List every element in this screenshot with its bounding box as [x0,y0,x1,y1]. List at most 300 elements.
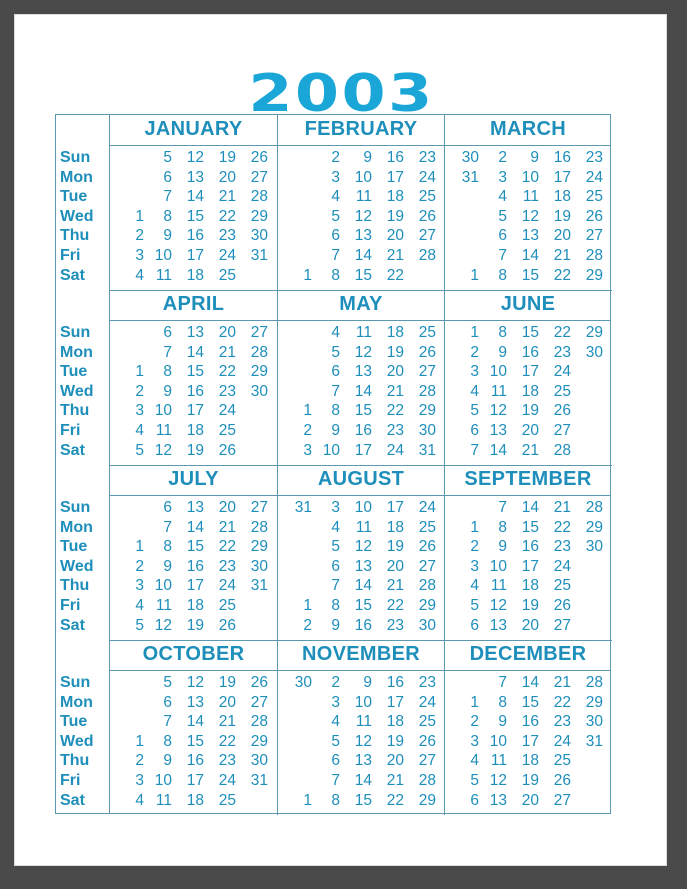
date-cell: 13 [186,324,204,341]
day-name-wed: Wed [60,557,94,575]
month-name: JANUARY [144,118,243,140]
date-cell: 6 [163,324,172,341]
date-cell: 6 [470,791,479,809]
date-cell: 18 [186,266,204,284]
date-cell: 19 [521,402,539,420]
date-cell: 23 [386,422,404,439]
date-cell: 5 [331,343,340,361]
date-cell: 3 [303,441,312,459]
date-cell: 28 [585,247,603,264]
date-cell: 20 [386,363,404,381]
day-name-thu: Thu [60,577,90,595]
date-cell: 15 [186,207,204,225]
date-cell: 10 [154,772,172,789]
month-october [110,640,277,815]
date-cell: 31 [418,441,436,459]
date-cell: 21 [218,343,236,361]
date-cell: 26 [553,597,571,614]
date-cell: 5 [470,772,479,789]
date-cell: 19 [186,441,204,459]
month-name: FEBRUARY [304,118,418,140]
date-cell: 10 [154,247,172,264]
date-cell: 1 [303,597,312,614]
date-cell: 30 [585,343,603,361]
month-name: SEPTEMBER [464,468,592,490]
date-cell: 28 [250,518,268,536]
date-cell: 19 [386,538,404,556]
date-cell: 9 [498,538,507,556]
date-cell: 14 [521,499,539,516]
month-header-rule [445,145,611,146]
date-cell: 12 [354,732,372,750]
date-cell: 3 [331,168,340,186]
date-cell: 26 [418,538,436,556]
date-cell: 14 [354,382,372,400]
date-cell: 4 [470,752,479,770]
date-cell: 31 [250,772,268,789]
date-cell: 24 [553,557,571,575]
date-cell: 11 [490,752,507,770]
date-cell: 8 [163,363,172,381]
date-cell: 28 [585,674,603,691]
date-cell: 11 [355,713,372,731]
date-cell: 25 [218,266,236,284]
date-cell: 29 [250,732,268,750]
date-cell: 8 [163,732,172,750]
date-cell: 10 [354,693,372,711]
date-cell: 29 [250,207,268,225]
day-name-thu: Thu [60,402,90,420]
date-cell: 17 [386,499,404,516]
day-name-fri: Fri [60,422,81,439]
month-name: NOVEMBER [302,643,420,665]
date-cell: 22 [553,518,571,536]
date-cell: 17 [186,247,204,264]
date-cell: 30 [250,227,268,245]
date-cell: 7 [331,772,340,789]
month-header-rule [445,320,611,321]
date-cell: 16 [521,713,539,731]
date-cell: 5 [470,597,479,614]
date-cell: 2 [470,343,479,361]
date-cell: 26 [218,616,236,634]
date-cell: 17 [521,732,539,750]
date-cell: 15 [354,597,372,614]
date-cell: 24 [418,499,436,516]
date-cell: 5 [135,441,144,459]
date-cell: 30 [250,557,268,575]
date-cell: 14 [354,772,372,789]
date-cell: 1 [135,207,144,225]
date-cell: 4 [135,597,144,614]
date-cell: 20 [386,557,404,575]
date-cell: 22 [386,266,404,284]
date-cell: 18 [521,382,539,400]
day-name-thu: Thu [60,227,90,245]
date-cell: 7 [498,499,507,516]
date-cell: 18 [521,577,539,595]
date-cell: 29 [418,402,436,420]
date-cell: 13 [354,752,372,770]
date-cell: 10 [489,363,507,381]
date-cell: 16 [354,422,372,439]
date-cell: 29 [250,363,268,381]
date-cell: 6 [331,363,340,381]
date-cell: 27 [250,693,268,711]
date-cell: 30 [250,752,268,770]
date-cell: 24 [218,402,236,420]
date-cell: 23 [553,713,571,731]
date-cell: 28 [553,441,571,459]
date-cell: 17 [521,363,539,381]
month-header-rule [110,670,277,671]
date-cell: 25 [418,188,436,206]
date-cell: 18 [386,188,404,206]
date-cell: 12 [354,538,372,556]
date-cell: 19 [521,772,539,789]
date-cell: 29 [585,518,603,536]
date-cell: 19 [186,616,204,634]
date-cell: 13 [489,616,507,634]
date-cell: 8 [331,266,340,284]
date-cell: 4 [135,791,144,809]
date-cell: 27 [418,227,436,245]
date-cell: 4 [135,266,144,284]
date-cell: 7 [163,188,172,206]
date-cell: 24 [418,693,436,711]
date-cell: 11 [355,324,372,341]
date-cell: 23 [218,752,236,770]
date-cell: 26 [553,402,571,420]
date-cell: 1 [470,266,479,284]
day-name-tue: Tue [60,188,88,206]
date-cell: 2 [135,752,144,770]
date-cell: 9 [363,149,372,166]
date-cell: 25 [218,597,236,614]
date-cell: 21 [218,518,236,536]
month-header-rule [110,320,277,321]
day-name-fri: Fri [60,772,81,789]
date-cell: 20 [218,693,236,711]
date-cell: 17 [186,577,204,595]
date-cell: 31 [250,577,268,595]
day-name-wed: Wed [60,732,94,750]
date-cell: 23 [218,227,236,245]
month-january [110,115,277,290]
date-cell: 19 [521,597,539,614]
date-cell: 16 [186,382,204,400]
date-cell: 25 [218,791,236,809]
date-cell: 13 [186,499,204,516]
date-cell: 21 [218,188,236,206]
date-cell: 1 [303,402,312,420]
date-cell: 20 [218,168,236,186]
month-header-rule [110,495,277,496]
date-cell: 28 [418,577,436,595]
date-cell: 15 [521,324,539,341]
date-cell: 8 [498,693,507,711]
date-cell: 28 [585,499,603,516]
month-name: MAY [339,293,383,315]
date-cell: 1 [470,324,479,341]
date-cell: 17 [386,168,404,186]
date-cell: 27 [418,363,436,381]
date-cell: 1 [470,518,479,536]
day-name-sat: Sat [60,441,85,459]
date-cell: 12 [186,674,204,691]
month-june [444,290,611,465]
date-cell: 30 [418,616,436,634]
month-may [277,290,444,465]
month-august [277,465,444,640]
date-cell: 7 [331,382,340,400]
date-cell: 12 [489,402,507,420]
date-cell: 26 [250,674,268,691]
date-cell: 25 [418,518,436,536]
date-cell: 2 [135,227,144,245]
date-cell: 1 [135,732,144,750]
date-cell: 14 [186,188,204,206]
date-cell: 7 [163,713,172,731]
date-cell: 7 [331,577,340,595]
date-cell: 20 [553,227,571,245]
date-cell: 28 [418,247,436,264]
date-cell: 16 [186,227,204,245]
date-cell: 4 [331,713,340,731]
date-cell: 12 [354,207,372,225]
date-cell: 18 [186,597,204,614]
date-cell: 29 [418,597,436,614]
date-cell: 10 [489,732,507,750]
date-cell: 2 [470,538,479,556]
day-name-mon: Mon [60,518,93,536]
date-cell: 21 [386,772,404,789]
date-cell: 14 [186,518,204,536]
date-cell: 15 [521,693,539,711]
date-cell: 6 [163,499,172,516]
date-cell: 25 [418,713,436,731]
date-cell: 22 [218,732,236,750]
date-cell: 21 [386,382,404,400]
date-cell: 13 [186,168,204,186]
date-cell: 6 [498,227,507,245]
date-cell: 12 [354,343,372,361]
month-header-rule [278,670,444,671]
date-cell: 24 [386,441,404,459]
date-cell: 8 [163,207,172,225]
date-cell: 21 [386,577,404,595]
date-cell: 9 [331,422,340,439]
date-cell: 24 [553,363,571,381]
date-cell: 19 [386,343,404,361]
date-cell: 31 [294,499,312,516]
year-title: 2003 [248,64,435,124]
date-cell: 18 [186,791,204,809]
day-name-sat: Sat [60,616,85,634]
date-cell: 27 [250,168,268,186]
date-cell: 4 [331,518,340,536]
date-cell: 19 [553,207,571,225]
month-name: JUNE [500,293,556,315]
day-name-sun: Sun [60,674,91,691]
date-cell: 14 [186,343,204,361]
day-name-wed: Wed [60,382,94,400]
day-name-sat: Sat [60,791,85,809]
date-cell: 14 [489,441,507,459]
date-cell: 9 [363,674,372,691]
date-cell: 9 [163,752,172,770]
date-cell: 18 [386,324,404,341]
month-header-rule [445,670,611,671]
day-name-thu: Thu [60,752,90,770]
date-cell: 3 [470,363,479,381]
date-cell: 13 [521,227,539,245]
month-april [110,290,277,465]
date-cell: 14 [354,247,372,264]
date-cell: 2 [303,422,312,439]
date-cell: 5 [163,674,172,691]
month-name: JULY [168,468,219,490]
day-name-tue: Tue [60,713,88,731]
date-cell: 20 [218,324,236,341]
date-cell: 22 [553,693,571,711]
date-cell: 9 [498,713,507,731]
date-cell: 9 [331,616,340,634]
date-cell: 21 [521,441,539,459]
date-cell: 17 [186,402,204,420]
date-cell: 12 [154,441,172,459]
day-name-tue: Tue [60,538,88,556]
date-cell: 5 [331,207,340,225]
date-cell: 16 [186,557,204,575]
date-cell: 26 [553,772,571,789]
date-cell: 15 [354,791,372,809]
date-cell: 30 [585,713,603,731]
date-cell: 18 [553,188,571,206]
date-cell: 20 [218,499,236,516]
date-cell: 1 [303,791,312,809]
date-cell: 3 [135,247,144,264]
date-cell: 30 [250,382,268,400]
month-name: OCTOBER [142,643,245,665]
date-cell: 27 [250,499,268,516]
month-july [110,465,277,640]
date-cell: 12 [186,149,204,166]
date-cell: 7 [163,343,172,361]
date-cell: 16 [521,538,539,556]
date-cell: 4 [331,188,340,206]
date-cell: 10 [354,499,372,516]
date-cell: 26 [218,441,236,459]
date-cell: 23 [218,382,236,400]
date-cell: 23 [553,538,571,556]
date-cell: 20 [386,752,404,770]
date-cell: 11 [155,597,172,614]
date-cell: 23 [218,557,236,575]
date-cell: 10 [322,441,340,459]
date-cell: 20 [386,227,404,245]
date-cell: 29 [418,791,436,809]
date-cell: 6 [331,752,340,770]
date-cell: 15 [186,363,204,381]
date-cell: 4 [470,577,479,595]
date-cell: 15 [521,266,539,284]
date-cell: 3 [135,772,144,789]
date-cell: 10 [154,577,172,595]
date-cell: 24 [218,577,236,595]
date-cell: 8 [498,518,507,536]
date-cell: 16 [386,674,404,691]
date-cell: 4 [135,422,144,439]
month-name: AUGUST [317,468,405,490]
date-cell: 12 [489,597,507,614]
date-cell: 22 [218,538,236,556]
date-cell: 3 [498,168,507,186]
date-cell: 14 [521,674,539,691]
date-cell: 10 [354,168,372,186]
date-cell: 15 [354,402,372,420]
date-cell: 2 [303,616,312,634]
date-cell: 5 [331,732,340,750]
date-cell: 27 [553,422,571,439]
date-cell: 10 [154,402,172,420]
date-cell: 19 [218,149,236,166]
date-cell: 12 [154,616,172,634]
date-cell: 17 [186,772,204,789]
date-cell: 30 [461,149,479,166]
day-name-sun: Sun [60,324,91,341]
date-cell: 11 [355,518,372,536]
date-cell: 6 [470,616,479,634]
date-cell: 9 [530,149,539,166]
date-cell: 22 [553,324,571,341]
date-cell: 8 [498,324,507,341]
date-cell: 17 [553,168,571,186]
date-cell: 21 [553,499,571,516]
date-cell: 22 [386,597,404,614]
date-cell: 25 [418,324,436,341]
date-cell: 17 [521,557,539,575]
date-cell: 17 [354,441,372,459]
date-cell: 28 [418,382,436,400]
date-cell: 13 [489,791,507,809]
date-cell: 28 [250,713,268,731]
date-cell: 5 [331,538,340,556]
date-cell: 13 [354,363,372,381]
date-cell: 27 [585,227,603,245]
date-cell: 7 [331,247,340,264]
date-cell: 5 [163,149,172,166]
date-cell: 9 [163,227,172,245]
month-header-rule [445,495,611,496]
date-cell: 27 [250,324,268,341]
date-cell: 25 [553,382,571,400]
date-cell: 11 [155,422,172,439]
date-cell: 11 [490,577,507,595]
day-name-fri: Fri [60,247,81,264]
day-name-sat: Sat [60,266,85,284]
date-cell: 2 [470,713,479,731]
date-cell: 18 [386,518,404,536]
date-cell: 6 [163,693,172,711]
month-header-rule [278,320,444,321]
date-cell: 2 [498,149,507,166]
date-cell: 11 [355,188,372,206]
day-name-sun: Sun [60,149,91,166]
date-cell: 21 [386,247,404,264]
day-name-wed: Wed [60,207,94,225]
date-cell: 8 [331,402,340,420]
